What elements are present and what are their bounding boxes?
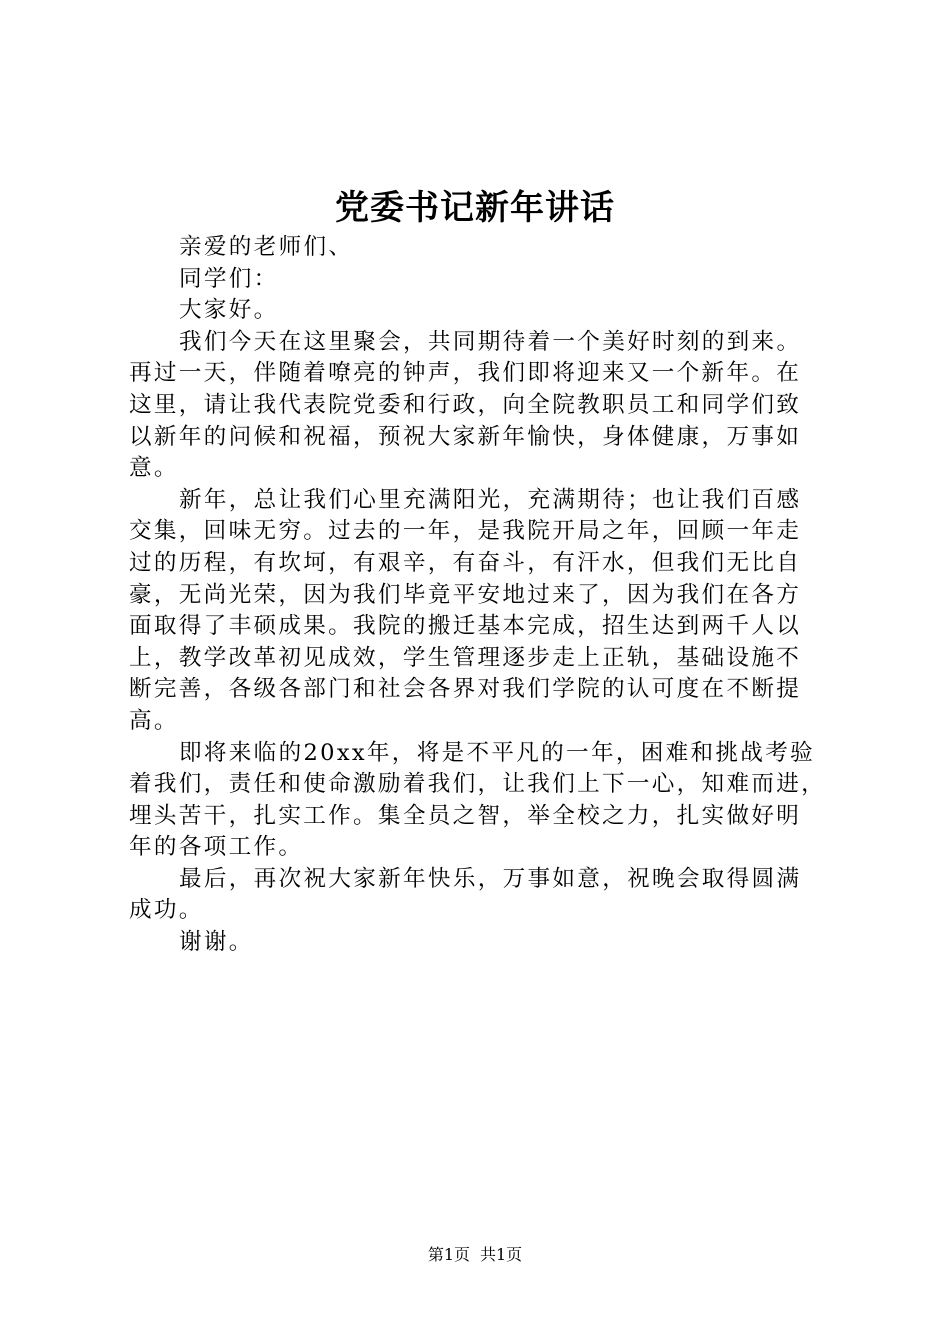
text-line: 亲爱的老师们、 [179, 234, 354, 260]
text-line: 这里，请让我代表院党委和行政，向全院教职员工和同学们致 [129, 391, 802, 418]
text-line: 再过一天，伴随着嘹亮的钟声，我们即将迎来又一个新年。在 [129, 360, 802, 387]
text-line: 谢谢。 [179, 929, 254, 956]
text-line: 大家好。 [179, 297, 279, 324]
text-line: 年的各项工作。 [129, 834, 304, 861]
text-line: 断完善，各级各部门和社会各界对我们学院的认可度在不断提 [129, 676, 802, 703]
text-line: 高。 [129, 707, 179, 734]
text-line: 面取得了丰硕成果。我院的搬迁基本完成，招生达到两千人以 [129, 613, 802, 640]
text-line: 成功。 [129, 897, 204, 924]
page-footer [0, 1243, 950, 1267]
text-line: 交集，回味无穷。过去的一年，是我院开局之年，回顾一年走 [129, 518, 802, 545]
document-title: 党委书记新年讲话 [335, 188, 615, 228]
text-line: 豪，无尚光荣，因为我们毕竟平安地过来了，因为我们在各方 [129, 581, 802, 608]
text-line: 上，教学改革初见成效，学生管理逐步走上正轨，基础设施不 [129, 644, 802, 671]
text-line: 同学们： [179, 265, 279, 292]
text-line: 过的历程，有坎坷，有艰辛，有奋斗，有汗水，但我们无比自 [129, 549, 802, 576]
text-line: 意。 [129, 455, 179, 482]
text-line: 新年，总让我们心里充满阳光，充满期待；也让我们百感 [179, 486, 802, 513]
text-line: 即将来临的20xx年，将是不平凡的一年，困难和挑战考验 [179, 739, 815, 766]
text-line: 埋头苦干，扎实工作。集全员之智，举全校之力，扎实做好明 [129, 802, 802, 829]
document-body [129, 232, 829, 959]
page-total: 共1页 [480, 1245, 523, 1264]
text-line: 我们今天在这里聚会，共同期待着一个美好时刻的到来。 [179, 328, 802, 355]
page-number: 第1页 [427, 1245, 470, 1264]
text-line: 最后，再次祝大家新年快乐，万事如意，祝晚会取得圆满 [179, 865, 802, 892]
text-line: 着我们，责任和使命激励着我们，让我们上下一心，知难而进， [129, 771, 827, 798]
text-line: 以新年的问候和祝福，预祝大家新年愉快，身体健康，万事如 [129, 423, 802, 450]
